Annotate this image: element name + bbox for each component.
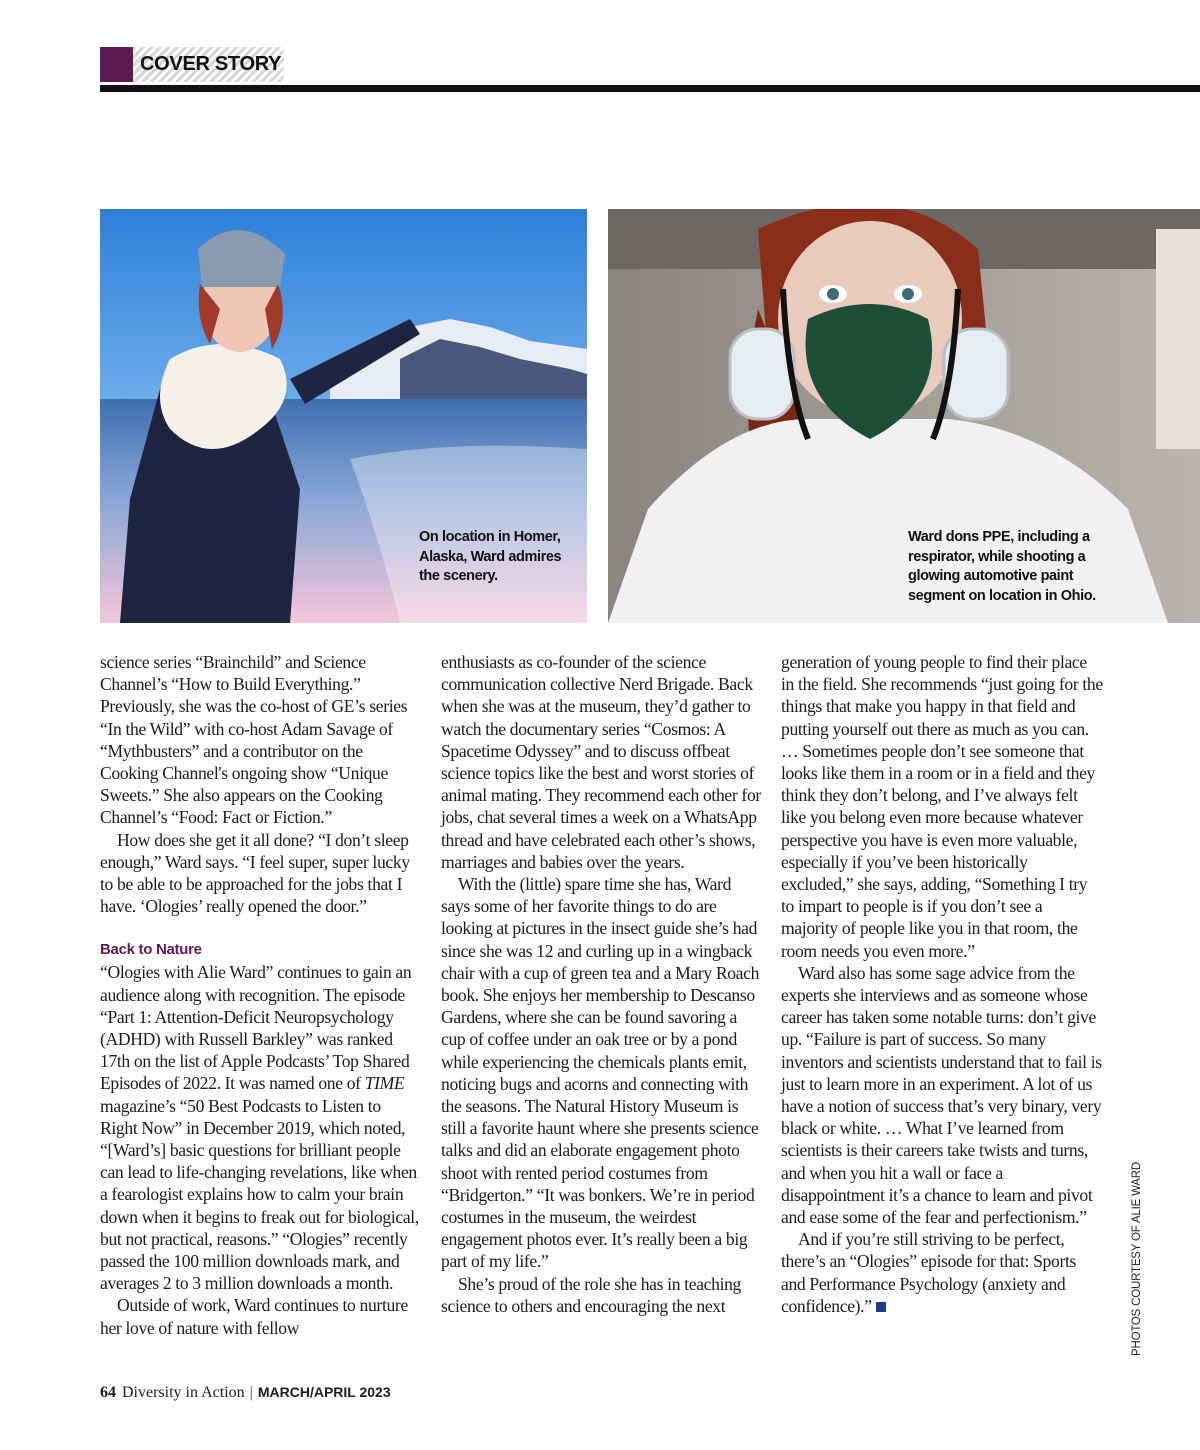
paragraph: generation of young people to find their place in the field. She recommends “just going for the things that make you happy in that field and putting yourself out there as much as you can. … Sometimes people don’t see someone that looks like them in a room or in a field and they think they don’t belong, and I’ve always felt like you belong even more because whatever perspective you have is even more valuable, especially if you’ve been historically excluded,” she says, adding, “Something I try to impart to people is if you don’t see a majority of people like you in that room, the room needs you even more.” — [781, 652, 1103, 961]
paragraph-text: magazine’s “50 Best Podcasts to Listen to Right Now” in December 2019, which noted, “[Ward’s] basic questions for brilliant people can lead to life-changing revelations, like when a fearologist explains how to calm your brain down when it begins to freak out for biological, but not practical, reasons.” “Ologies” recently passed the 100 million downloads mark, and averages 2 to 3 million downloads a month. — [100, 1095, 419, 1294]
issue-date: MARCH/APRIL 2023 — [257, 1384, 391, 1400]
publication-name: Diversity in Action — [122, 1384, 245, 1401]
photo-caption-ppe: Ward dons PPE, including a respirator, while shooting a glowing automotive paint segment on location in Ohio. — [908, 529, 1096, 604]
magazine-title: TIME — [364, 1073, 405, 1094]
paragraph — [100, 961, 422, 1294]
footer-separator: | — [249, 1384, 253, 1401]
end-of-story-square-icon — [876, 1302, 886, 1312]
header-rule — [100, 85, 1200, 92]
section-color-block — [100, 47, 133, 82]
article-column-2 — [441, 651, 763, 1317]
photo-caption-alaska: On location in Homer, Alaska, Ward admires the scenery. — [419, 529, 562, 584]
paragraph: With the (little) spare time she has, Ward says some of her favorite things to do are looking at pictures in the insect guide she’s had since she was 12 and curling up in a wingback chair with a cup of green tea and a Mary Roach book. She enjoys her membership to Descanso Gardens, where she can be found savoring a cup of coffee under an oak tree or by a pond while experiencing the chemicals plants emit, noticing bugs and acorns and connecting with the seasons. The Natural History Museum is still a favorite haunt where she presents science talks and did an elaborate engagement photo shoot with rented period costumes from “Bridgerton.” “It was bonkers. We’re in period costumes in the museum, the weirdest engagement photos ever. It’s really been a big part of my life.” — [441, 874, 760, 1272]
section-label: COVER STORY — [140, 53, 282, 75]
article-column-3 — [781, 651, 1103, 1317]
paragraph: She’s proud of the role she has in teaching science to others and encouraging the next — [441, 1273, 741, 1316]
paragraph: Ward also has some sage advice from the experts she interviews and as someone whose career has taken some notable turns: don’t give up. “Failure is part of success. So many inventors and scientists understand that to fail is just to learn more in an experiment. A lot of us have a notion of success that’s very binary, very black or white. … What I’ve learned from scientists is their careers take twists and turns, and when you hit a wall or face a disappointment it’s a chance to learn and pivot and ease some of the fear and perfectionism.” — [781, 962, 1102, 1228]
photo-ppe — [608, 209, 1200, 623]
article-column-1 — [100, 651, 422, 1339]
paragraph-text: “Ologies with Alie Ward” continues to gain an audience along with recognition. The episode “Part 1: Attention-Deficit Neuropsychology (ADHD) with Russell Barkley” was ranked 17th on the list of Apple Podcasts’ Top Shared Episodes of 2022. It was named one of — [100, 962, 412, 1094]
paragraph: enthusiasts as co-founder of the science communication collective Nerd Brigade. Back when she was at the museum, they’d gather to watch the documentary series “Cosmos: A Spacetime Odyssey” and to discuss offbeat science topics like the best and worst stories of animal mating. They recommend each other for jobs, chat several times a week on a WhatsApp thread and have celebrated each other’s shows, marriages and babies over the years. — [441, 652, 761, 872]
paragraph-text: And if you’re still striving to be perfect, there’s an “Ologies” episode for that: Sports and Performance Psychology (anxiety and confidence).” — [781, 1229, 1076, 1316]
paragraph: science series “Brainchild” and Science Channel’s “How to Build Everything.” Previously, she was the co-host of GE’s series “In the Wild” with co-host Adam Savage of “Mythbusters” and a contributor on the Cooking Channel's ongoing show “Unique Sweets.” She also appears on the Cooking Channel’s “Food: Fact or Fiction.” — [100, 652, 408, 828]
page-number: 64 — [100, 1384, 116, 1401]
paragraph: How does she get it all done? “I don’t sleep enough,” Ward says. “I feel super, super lucky to be able to be approached for the jobs that I have. ‘Ologies’ really opened the door.” — [100, 829, 410, 917]
photo-credit: PHOTOS COURTESY OF ALIE WARD — [1131, 1162, 1143, 1356]
paragraph: Outside of work, Ward continues to nurture her love of nature with fellow — [100, 1295, 408, 1338]
page-footer — [100, 1384, 391, 1402]
section-tag — [100, 47, 284, 82]
paragraph — [781, 1228, 1103, 1317]
subheading: Back to Nature — [100, 941, 202, 959]
